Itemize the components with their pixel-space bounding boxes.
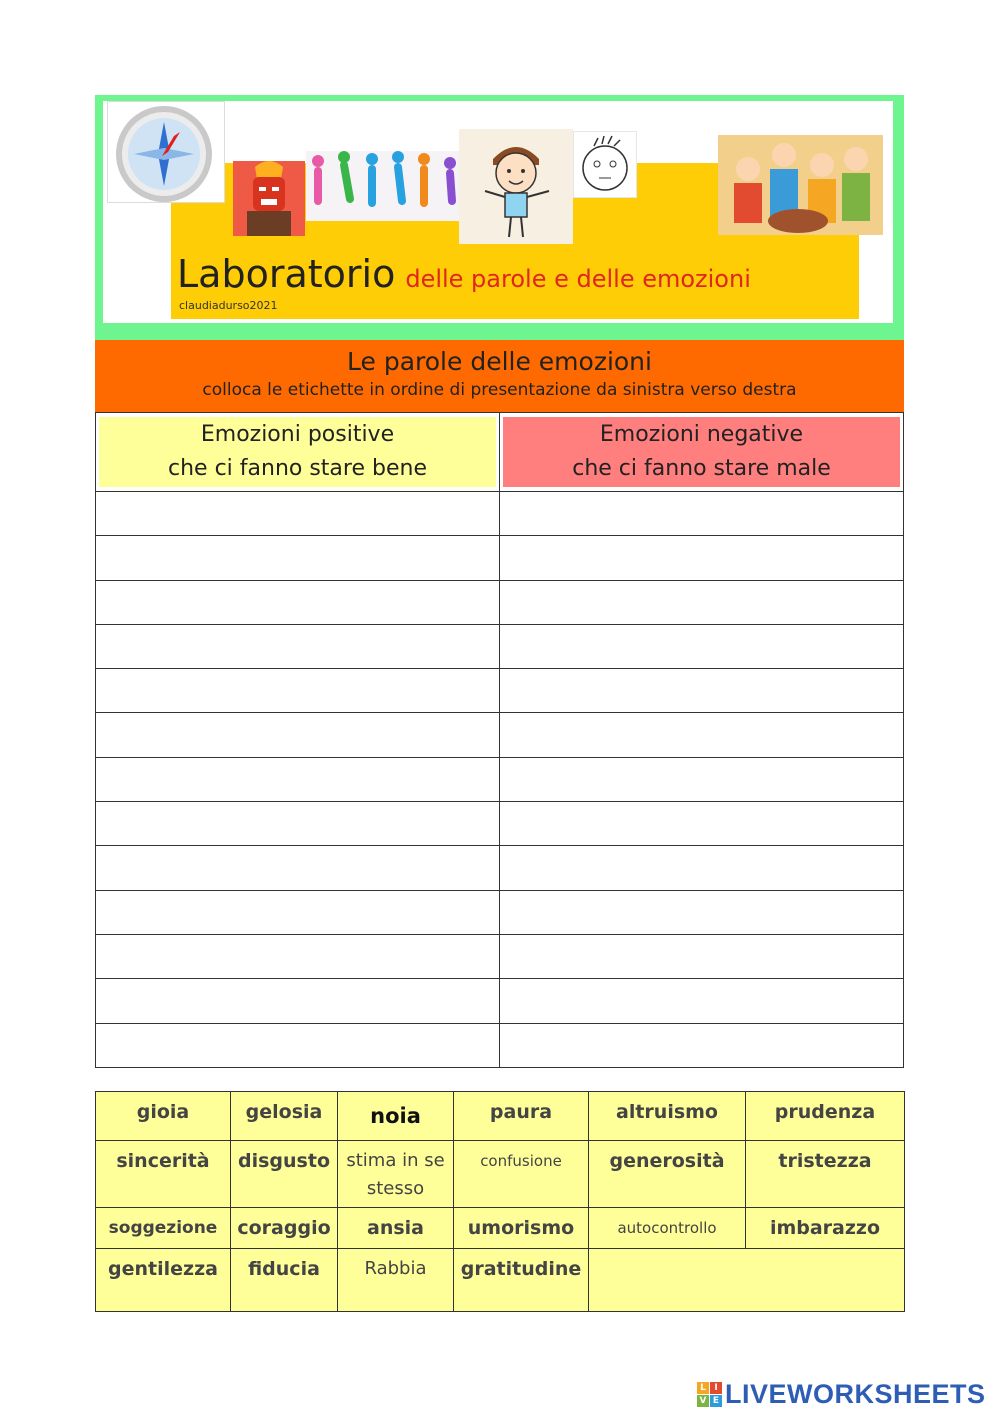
- word-label[interactable]: confusione: [454, 1141, 589, 1208]
- word-label[interactable]: gratitudine: [454, 1249, 589, 1312]
- answer-row: [96, 624, 904, 668]
- angry-character-image: [233, 161, 305, 236]
- logo-mark-letter: I: [710, 1382, 722, 1394]
- answer-row: [96, 1023, 904, 1067]
- negative-column-header: [500, 413, 904, 492]
- liveworksheets-logo[interactable]: [697, 1378, 986, 1410]
- empty-cell: [589, 1249, 905, 1312]
- word-bank-row: [96, 1092, 905, 1141]
- dancing-people-image: [306, 151, 461, 221]
- positive-drop-slot[interactable]: [96, 890, 500, 934]
- negative-header-line1: Emozioni negative: [599, 422, 804, 447]
- negative-drop-slot[interactable]: [500, 802, 904, 846]
- logo-text: LIVEWORKSHEETS: [725, 1378, 986, 1409]
- negative-drop-slot[interactable]: [500, 713, 904, 757]
- positive-drop-slot[interactable]: [96, 1023, 500, 1067]
- word-label[interactable]: sincerità: [96, 1141, 231, 1208]
- word-label[interactable]: coraggio: [231, 1208, 338, 1249]
- logo-mark-letter: E: [710, 1395, 722, 1407]
- logo-mark-letter: L: [697, 1382, 709, 1394]
- word-label[interactable]: fiducia: [231, 1249, 338, 1312]
- positive-drop-slot[interactable]: [96, 757, 500, 801]
- positive-drop-slot[interactable]: [96, 580, 500, 624]
- banner-title-main: Laboratorio: [177, 252, 396, 296]
- positive-header-line2: che ci fanno stare bene: [168, 456, 427, 481]
- negative-drop-slot[interactable]: [500, 934, 904, 978]
- answer-row: [96, 934, 904, 978]
- worksheet-title: Le parole delle emozioni: [347, 347, 652, 376]
- word-label[interactable]: disgusto: [231, 1141, 338, 1208]
- worksheet-header: [95, 340, 904, 412]
- word-label[interactable]: autocontrollo: [589, 1208, 746, 1249]
- word-label[interactable]: noia: [338, 1092, 454, 1141]
- answer-row: [96, 890, 904, 934]
- positive-drop-slot[interactable]: [96, 934, 500, 978]
- positive-drop-slot[interactable]: [96, 802, 500, 846]
- positive-drop-slot[interactable]: [96, 713, 500, 757]
- word-bank-row: [96, 1249, 905, 1312]
- word-label[interactable]: imbarazzo: [746, 1208, 905, 1249]
- answer-header-row: [96, 413, 904, 492]
- word-label[interactable]: ansia: [338, 1208, 454, 1249]
- word-label[interactable]: soggezione: [96, 1208, 231, 1249]
- banner-author: claudiadurso2021: [179, 299, 278, 312]
- positive-drop-slot[interactable]: [96, 492, 500, 536]
- negative-drop-slot[interactable]: [500, 890, 904, 934]
- word-label[interactable]: gentilezza: [96, 1249, 231, 1312]
- banner-inner: [103, 101, 893, 323]
- negative-drop-slot[interactable]: [500, 846, 904, 890]
- smiling-boy-image: [459, 129, 573, 244]
- negative-header-line2: che ci fanno stare male: [572, 456, 831, 481]
- answer-row: [96, 536, 904, 580]
- word-label[interactable]: generosità: [589, 1141, 746, 1208]
- singing-band-image: [718, 135, 883, 235]
- positive-drop-slot[interactable]: [96, 624, 500, 668]
- logo-mark-letter: V: [697, 1395, 709, 1407]
- negative-drop-slot[interactable]: [500, 536, 904, 580]
- negative-drop-slot[interactable]: [500, 757, 904, 801]
- answer-row: [96, 802, 904, 846]
- answer-row: [96, 492, 904, 536]
- word-label[interactable]: tristezza: [746, 1141, 905, 1208]
- positive-drop-slot[interactable]: [96, 536, 500, 580]
- negative-drop-slot[interactable]: [500, 979, 904, 1023]
- negative-header-box: [503, 417, 900, 487]
- face-drawing-image: [573, 131, 637, 198]
- answer-row: [96, 669, 904, 713]
- word-label[interactable]: paura: [454, 1092, 589, 1141]
- word-label[interactable]: stima in se stesso: [338, 1141, 454, 1208]
- word-bank-row: [96, 1141, 905, 1208]
- answer-row: [96, 979, 904, 1023]
- positive-header-box: [99, 417, 496, 487]
- answer-row: [96, 757, 904, 801]
- word-label[interactable]: prudenza: [746, 1092, 905, 1141]
- negative-drop-slot[interactable]: [500, 1023, 904, 1067]
- banner-title-rest: delle parole e delle emozioni: [405, 265, 751, 293]
- answer-row: [96, 846, 904, 890]
- banner-title: [177, 251, 751, 297]
- answer-table: [95, 412, 904, 1068]
- word-label[interactable]: Rabbia: [338, 1249, 454, 1312]
- word-bank: [95, 1091, 905, 1312]
- worksheet-instruction: colloca le etichette in ordine di presentazione da sinistra verso destra: [202, 380, 797, 400]
- negative-drop-slot[interactable]: [500, 492, 904, 536]
- compass-image: [107, 101, 225, 203]
- positive-column-header: [96, 413, 500, 492]
- positive-drop-slot[interactable]: [96, 979, 500, 1023]
- positive-drop-slot[interactable]: [96, 669, 500, 713]
- answer-row: [96, 580, 904, 624]
- word-label[interactable]: gioia: [96, 1092, 231, 1141]
- word-label[interactable]: altruismo: [589, 1092, 746, 1141]
- positive-header-line1: Emozioni positive: [200, 422, 395, 447]
- logo-mark-icon: [697, 1382, 722, 1407]
- negative-drop-slot[interactable]: [500, 580, 904, 624]
- word-label[interactable]: gelosia: [231, 1092, 338, 1141]
- negative-drop-slot[interactable]: [500, 669, 904, 713]
- banner: [95, 95, 904, 340]
- word-label[interactable]: umorismo: [454, 1208, 589, 1249]
- answer-row: [96, 713, 904, 757]
- positive-drop-slot[interactable]: [96, 846, 500, 890]
- word-bank-row: [96, 1208, 905, 1249]
- negative-drop-slot[interactable]: [500, 624, 904, 668]
